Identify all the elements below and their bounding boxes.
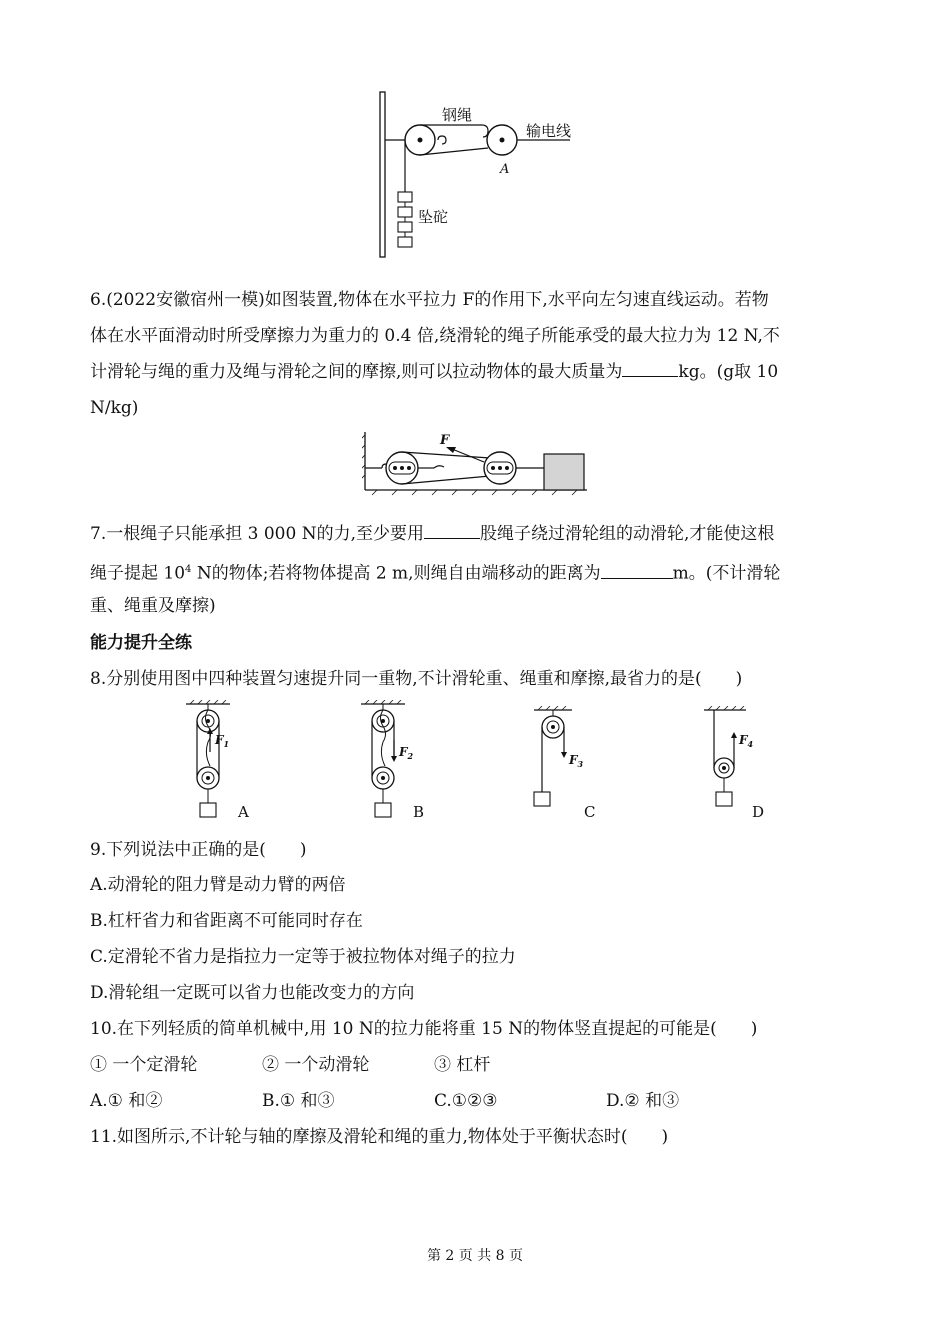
q7-line1 [90, 522, 774, 546]
q6-line1: 6.(2022安徽宿州一模)如图装置,物体在水平拉力 F的作用下,水平向左匀速直线运动。若物 [90, 290, 769, 310]
figure-8d [702, 706, 782, 820]
q6-line2: 体在水平面滑动时所受摩擦力为重力的 0.4 倍,绕滑轮的绳子所能承受的最大拉力为 12 N,不 [90, 326, 780, 346]
section-heading: 能力提升全练 [90, 633, 192, 653]
q10-option-c[interactable]: C.①②③ [434, 1091, 498, 1111]
q6-line3 [90, 360, 778, 384]
load-block [534, 792, 550, 806]
weight-block [398, 207, 412, 217]
q7-line2-pre: 绳子提起 10 [90, 563, 186, 584]
svg-text:F2: $F_2$ [399, 745, 414, 761]
q6-line4: N/kg) [90, 398, 139, 418]
option-letter: D [752, 803, 765, 820]
label-rope: 钢绳 [442, 106, 473, 124]
q9-option-b[interactable]: B.杠杆省力和省距离不可能同时存在 [90, 911, 363, 931]
option-letter: B [413, 803, 425, 820]
svg-text:F4: $F_4$ [739, 733, 754, 749]
q7-line2-post: m。(不计滑轮 [672, 563, 781, 584]
load-block [200, 803, 216, 817]
svg-text:F1: $F_1$ [215, 733, 230, 749]
svg-text:F3: $F_3$ [569, 753, 584, 769]
block-object [544, 454, 584, 490]
q10-text: 10.在下列轻质的简单机械中,用 10 N的拉力能将重 15 N的物体竖直提起的可能是( ) [90, 1019, 758, 1039]
q10-option-a[interactable]: A.① 和② [90, 1091, 163, 1111]
page-footer: 第 2 页 共 8 页 [426, 1248, 524, 1264]
q10-option-d[interactable]: D.② 和③ [606, 1091, 680, 1111]
q10-item-3: ③ 杠杆 [434, 1055, 491, 1075]
weight-block [398, 192, 412, 202]
q6-line3-pre: 计滑轮与绳的重力及绳与滑轮之间的摩擦,则可以拉动物体的最大质量为 [90, 362, 623, 382]
figure-8a [180, 700, 260, 820]
q9-option-a[interactable]: A.动滑轮的阻力臂是动力臂的两倍 [90, 875, 346, 895]
q10-item-2: ② 一个动滑轮 [262, 1055, 370, 1075]
figure-8c [528, 706, 608, 820]
answer-blank[interactable] [601, 562, 673, 579]
figure-wire-tensioner [370, 90, 590, 260]
label-a: A [500, 162, 510, 177]
wall-post [380, 92, 385, 257]
answer-blank[interactable] [622, 360, 678, 377]
q11-text: 11.如图所示,不计轮与轴的摩擦及滑轮和绳的重力,物体处于平衡状态时( ) [90, 1127, 669, 1147]
option-letter: C [584, 803, 596, 820]
q10-item-1: ① 一个定滑轮 [90, 1055, 198, 1075]
weight-block [398, 222, 412, 232]
load-block [375, 803, 391, 817]
q7-line1-pre: 7.一根绳子只能承担 3 000 N的力,至少要用 [90, 524, 424, 544]
exponent: 4 [185, 564, 192, 575]
q7-line2-mid: N的物体;若将物体提高 2 m,则绳自由端移动的距离为 [191, 563, 601, 584]
q9-option-d[interactable]: D.滑轮组一定既可以省力也能改变力的方向 [90, 983, 415, 1003]
label-wire: 输电线 [526, 122, 572, 140]
q10-option-b[interactable]: B.① 和③ [262, 1091, 335, 1111]
option-letter: A [238, 803, 249, 820]
label-weight: 坠砣 [418, 208, 449, 226]
q9-option-c[interactable]: C.定滑轮不省力是指拉力一定等于被拉物体对绳子的拉力 [90, 947, 516, 967]
q7-line2 [90, 558, 780, 586]
figure-horizontal-pulley [362, 428, 590, 498]
label-f: F [440, 433, 450, 448]
q8-text: 8.分别使用图中四种装置匀速提升同一重物,不计滑轮重、绳重和摩擦,最省力的是( ) [90, 669, 743, 689]
figure-8b [355, 700, 435, 820]
q9-text: 9.下列说法中正确的是( ) [90, 840, 307, 860]
q7-line1-post: 股绳子绕过滑轮组的动滑轮,才能使这根 [479, 524, 775, 544]
load-block [716, 792, 732, 806]
q7-line3: 重、绳重及摩擦) [90, 596, 216, 616]
weight-block [398, 237, 412, 247]
q6-line3-post: kg。(g取 10 [678, 362, 779, 382]
answer-blank[interactable] [424, 522, 480, 539]
